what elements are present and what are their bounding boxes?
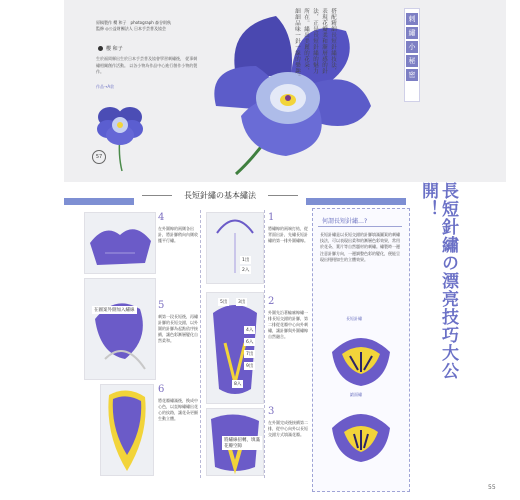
- step-callout: 6入: [246, 340, 254, 345]
- step-callout: 9出: [246, 364, 254, 369]
- step-number: 4: [158, 212, 165, 223]
- satin-stitch-sample-image: [328, 402, 394, 466]
- step-callout: 8入: [234, 382, 242, 387]
- step-number: 2: [268, 296, 275, 307]
- step-number: 6: [158, 384, 165, 395]
- intro-text: [292, 8, 337, 88]
- step-callout: 3出: [238, 300, 246, 305]
- author-line: [98, 45, 123, 52]
- step-text: 刺第一段長短後，再繡針腳的長短交錯，以外圍的針腳為起點依序接續，讓色彩漸層變化自然柔和。: [158, 314, 198, 343]
- step-callout: 2入: [242, 268, 250, 273]
- intro-line: 搭配精細長短針繡技法，: [330, 8, 336, 74]
- step-callout: 4入: [246, 328, 254, 333]
- step-callout: 在圖案外側加入繡線: [94, 308, 135, 313]
- column-divider: [200, 210, 201, 478]
- feature-title: 長短針繡の漂亮技巧大公開！: [418, 182, 458, 380]
- step-text: 在外圍線的兩側各出針，將針腳稍向內側收攏平行繡。: [158, 226, 198, 243]
- intro-line: 法，正是長短針繡的魅力: [312, 8, 318, 74]
- step-number: 1: [268, 212, 275, 223]
- section-heading: 長短針繡の基本繡法: [136, 190, 304, 201]
- tag-char: 密: [406, 69, 418, 81]
- page-number: 55: [488, 484, 496, 491]
- tag-char: 刺: [406, 13, 418, 25]
- image-caption: 緞面繡: [350, 392, 362, 397]
- step-callout: 5出: [220, 300, 228, 305]
- tag-char: 小: [406, 41, 418, 53]
- step-callout: 1出: [242, 258, 250, 263]
- column-divider: [264, 210, 265, 478]
- step-text: 在外圍完成後接續第二排，從中心向外以長短交錯方式填滿花瓣。: [268, 420, 308, 437]
- tag-char: 繡: [406, 27, 418, 39]
- author-bio: 生於福岡縣出生於日本手芸普及協會學習刺繡後， 從事刺繡相關創作活動。 以各小物為作品中心進行創作小物的製作。: [96, 56, 198, 74]
- step-photo: [84, 278, 156, 380]
- step-photo: [206, 212, 264, 284]
- credit-line: 監修 ◎公益財團法人 日本手芸普及協会: [96, 26, 167, 31]
- intro-line: 細細品味一針一線的樂趣。: [294, 8, 300, 80]
- side-panel-title: 何謂長短針繡…?: [322, 218, 368, 225]
- step-number: 5: [158, 300, 165, 311]
- image-caption: 長短針繡: [346, 316, 362, 321]
- step-photo: [84, 212, 156, 274]
- intro-line: 所在。繡出美麗的花朵，: [303, 8, 309, 74]
- divider: [318, 226, 402, 227]
- credit-block: [96, 20, 171, 32]
- page-badge: 57: [92, 150, 106, 164]
- step-number: 3: [268, 406, 275, 417]
- accent-bar: [64, 198, 134, 205]
- step-text: 將繡線的兩端打結，從背面出針，先繡長短針繡的第一排外圍繡線。: [268, 226, 308, 243]
- accent-bar: [306, 198, 406, 205]
- intro-line: 表現花瓣柔和漸層感的針: [321, 8, 327, 74]
- step-text: 將花瓣繡滿後，換成中心色，以直線繡繡出花心的紋路，讓花朵更顯生動立體。: [158, 398, 198, 421]
- side-panel-body: 長短針繡是以長短交錯的針腳填滿圖案的刺繡技法，可以表現出柔和的漸層色彩效果，常用於花朵、葉片等自然題材的刺繡。繡製時一邊注意針腳方向，一邊調整色彩的變化，便能呈現出栩栩如生的立體效果。: [320, 232, 400, 262]
- author-name: 櫻 和子: [106, 46, 123, 52]
- step-callout: 7出: [246, 352, 254, 357]
- step-text: 外圍先沿著輪廓線繡一排長短交錯的針腳，第二排從花瓣中心向外刺繡，讓針腳與外圍繡線自然融合。: [268, 310, 308, 339]
- column-tag: [404, 8, 420, 102]
- tag-char: 秘: [406, 55, 418, 67]
- step-callout: 將繡線扭轉，填滿花瓣空隙: [224, 438, 260, 449]
- reference-label: 作品→A款: [96, 84, 115, 89]
- bullet-icon: [98, 46, 103, 51]
- long-short-stitch-sample-image: [328, 326, 394, 390]
- step-photo: [100, 384, 154, 476]
- credit-line: 原稿製作 櫻 和子 photograph 森谷則秋: [96, 20, 172, 25]
